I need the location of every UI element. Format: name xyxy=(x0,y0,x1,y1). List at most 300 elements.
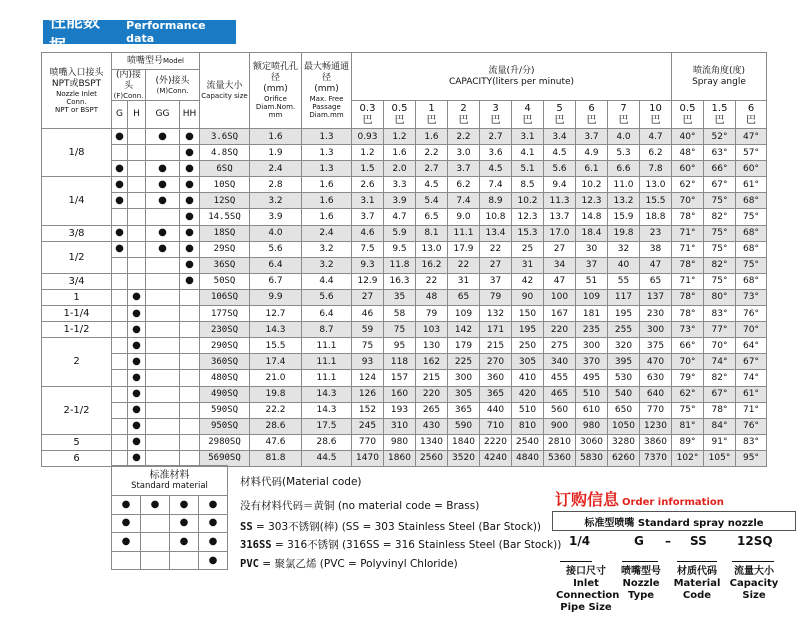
capacity-size-cell: 2980SQ xyxy=(200,434,250,450)
passage-header-en: Max. Free Passage Diam.mm xyxy=(309,95,344,119)
capacity-header-en: CAPACITY(liters per minute) xyxy=(448,76,575,87)
conn-size-cell: 2 xyxy=(42,338,112,386)
capacity-cell: 235 xyxy=(576,322,608,338)
angle-cell: 76° xyxy=(736,418,767,434)
capacity-cell: 410 xyxy=(512,370,544,386)
model-availability-cell: ● xyxy=(180,225,200,241)
orifice-cell: 15.5 xyxy=(250,338,302,354)
capacity-cell: 152 xyxy=(352,402,384,418)
capacity-cell: 430 xyxy=(416,418,448,434)
angle-cell: 68° xyxy=(736,225,767,241)
angle-cell: 80° xyxy=(704,289,736,305)
capacity-size-cell: 12SQ xyxy=(200,193,250,209)
material-availability-cell xyxy=(141,514,170,533)
capacity-cell: 48 xyxy=(416,289,448,305)
conn-header-npt: NPT或BSPT xyxy=(51,78,102,89)
capacity-cell: 15.3 xyxy=(512,225,544,241)
passage-header-mm: (mm) xyxy=(314,84,339,94)
order-desc-type xyxy=(617,566,665,602)
capacity-cell: 7.4 xyxy=(448,193,480,209)
capacity-cell: 130 xyxy=(416,338,448,354)
capacity-cell: 4840 xyxy=(512,450,544,466)
angle-cell: 105° xyxy=(704,450,736,466)
capacity-cell: 90 xyxy=(512,289,544,305)
angle-cell: 70° xyxy=(672,354,704,370)
capacity-cell: 0.93 xyxy=(352,129,384,145)
capacity-cell: 510 xyxy=(576,386,608,402)
orifice-cell: 47.6 xyxy=(250,434,302,450)
capacity-cell: 3060 xyxy=(576,434,608,450)
material-availability-cell: ● xyxy=(112,514,141,533)
capacity-cell: 6.2 xyxy=(448,177,480,193)
capacity-cell: 3.6 xyxy=(480,145,512,161)
orifice-header-zh: 额定喷孔孔径 xyxy=(252,62,298,83)
capacity-size-cell: 177SQ xyxy=(200,306,250,322)
capacity-cell: 5360 xyxy=(544,450,576,466)
capacity-cell: 37 xyxy=(480,273,512,289)
pressure-value: 0.3 xyxy=(359,102,376,114)
capacity-cell: 65 xyxy=(640,273,672,289)
material-code-brass-text: 没有材料代码＝黄铜 (no material code = Brass) xyxy=(240,500,480,512)
orifice-cell: 1.6 xyxy=(250,129,302,145)
pressure-unit: 巴 xyxy=(618,114,629,126)
table-row xyxy=(42,273,767,289)
capacity-cell: 46 xyxy=(352,306,384,322)
model-availability-cell xyxy=(128,193,146,209)
capacity-cell: 37 xyxy=(576,257,608,273)
capacity-cell: 420 xyxy=(512,386,544,402)
angle-pressure-header xyxy=(672,101,704,129)
capacity-cell: 5.3 xyxy=(608,145,640,161)
model-availability-cell: ● xyxy=(112,241,128,257)
capacity-cell: 13.0 xyxy=(416,241,448,257)
orifice-cell: 4.0 xyxy=(250,225,302,241)
order-desc-type-en: Nozzle Type xyxy=(622,578,660,601)
order-code-size: 1/4 xyxy=(569,534,591,548)
angle-cell: 61° xyxy=(736,177,767,193)
angle-cell: 66° xyxy=(672,338,704,354)
model-availability-cell: ● xyxy=(146,129,180,145)
capacity-cell: 4.7 xyxy=(384,209,416,225)
model-availability-cell: ● xyxy=(112,161,128,177)
angle-cell: 64° xyxy=(736,338,767,354)
order-desc-capacity xyxy=(728,566,780,602)
capacity-cell: 8.9 xyxy=(480,193,512,209)
table-row xyxy=(42,177,767,193)
capacity-cell: 6.1 xyxy=(576,161,608,177)
capacity-cell: 3.4 xyxy=(544,129,576,145)
capacity-cell: 710 xyxy=(480,418,512,434)
conn-size-cell: 1/4 xyxy=(42,177,112,225)
material-row xyxy=(112,514,228,533)
conn-size-cell: 5 xyxy=(42,434,112,450)
capacity-cell: 38 xyxy=(640,241,672,257)
angle-cell: 74° xyxy=(704,354,736,370)
angle-cell: 47° xyxy=(736,129,767,145)
angle-cell: 89° xyxy=(672,434,704,450)
angle-cell: 68° xyxy=(736,273,767,289)
passage-cell: 11.1 xyxy=(302,338,352,354)
capacity-cell: 2810 xyxy=(544,434,576,450)
capacity-cell: 900 xyxy=(544,418,576,434)
capacity-cell: 220 xyxy=(544,322,576,338)
capacity-cell: 5.9 xyxy=(384,225,416,241)
passage-cell: 3.2 xyxy=(302,241,352,257)
pressure-header xyxy=(544,101,576,129)
model-availability-cell xyxy=(146,386,180,402)
capacity-cell: 22 xyxy=(416,273,448,289)
passage-cell: 8.7 xyxy=(302,322,352,338)
conn-header-en1: Nozzle Inlet xyxy=(56,89,97,98)
model-availability-cell xyxy=(180,306,200,322)
material-availability-cell: ● xyxy=(170,496,199,515)
angle-cell: 67° xyxy=(704,386,736,402)
orifice-cell: 2.8 xyxy=(250,177,302,193)
model-col-h: H xyxy=(128,101,146,129)
standard-material-table xyxy=(111,465,228,570)
order-desc-type-zh: 喷嘴型号 xyxy=(621,566,661,577)
capacity-cell: 770 xyxy=(640,402,672,418)
capacity-cell: 11.0 xyxy=(608,177,640,193)
conn-size-cell: 1-1/2 xyxy=(42,322,112,338)
orifice-cell: 28.6 xyxy=(250,418,302,434)
angle-cell: 82° xyxy=(704,209,736,225)
capacity-cell: 300 xyxy=(576,338,608,354)
capacity-cell: 3280 xyxy=(608,434,640,450)
conn-header xyxy=(42,53,112,129)
model-availability-cell xyxy=(112,402,128,418)
capacity-cell: 11.3 xyxy=(544,193,576,209)
capacity-cell: 3.1 xyxy=(512,129,544,145)
model-availability-cell xyxy=(146,306,180,322)
pressure-header xyxy=(416,101,448,129)
capacity-cell: 2.2 xyxy=(416,145,448,161)
capacity-cell: 9.3 xyxy=(352,257,384,273)
angle-cell: 75° xyxy=(704,273,736,289)
material-code-pvc xyxy=(240,556,458,571)
model-availability-cell xyxy=(128,257,146,273)
capacity-cell: 13.4 xyxy=(480,225,512,241)
capacity-cell: 465 xyxy=(544,386,576,402)
table-row xyxy=(42,354,767,370)
capacity-cell: 6.6 xyxy=(608,161,640,177)
angle-header-en: Spray angle xyxy=(692,76,746,87)
capacity-cell: 34 xyxy=(544,257,576,273)
model-availability-cell: ● xyxy=(112,193,128,209)
capacity-cell: 75 xyxy=(352,338,384,354)
passage-cell: 1.6 xyxy=(302,177,352,193)
capacity-cell: 300 xyxy=(640,322,672,338)
angle-cell: 57° xyxy=(736,145,767,161)
capacity-cell: 79 xyxy=(416,306,448,322)
capacity-cell: 5.1 xyxy=(512,161,544,177)
capacity-cell: 42 xyxy=(512,273,544,289)
capacity-cell: 132 xyxy=(480,306,512,322)
material-availability-cell xyxy=(141,551,170,570)
pressure-unit: 巴 xyxy=(554,114,565,126)
material-availability-cell: ● xyxy=(170,533,199,552)
capacity-cell: 2540 xyxy=(512,434,544,450)
material-code-ss xyxy=(240,519,541,534)
model-availability-cell xyxy=(146,402,180,418)
capacity-size-cell: 230SQ xyxy=(200,322,250,338)
model-header-zh: 喷嘴型号 xyxy=(126,55,163,66)
capacity-cell: 3.0 xyxy=(448,145,480,161)
passage-cell: 5.6 xyxy=(302,289,352,305)
capacity-cell: 32 xyxy=(608,241,640,257)
material-availability-cell: ● xyxy=(141,496,170,515)
capacity-cell: 31 xyxy=(448,273,480,289)
model-availability-cell: ● xyxy=(128,450,146,466)
capacity-cell: 6260 xyxy=(608,450,640,466)
material-header-zh: 标准材料 xyxy=(149,469,190,481)
passage-cell: 1.6 xyxy=(302,193,352,209)
material-header-en: Standard material xyxy=(131,480,208,491)
capacity-cell: 124 xyxy=(352,370,384,386)
capacity-cell: 3.7 xyxy=(448,161,480,177)
orifice-cell: 14.3 xyxy=(250,322,302,338)
capacity-cell: 9.4 xyxy=(544,177,576,193)
pressure-value: 5 xyxy=(556,102,563,114)
material-code-ss-text: = 303不锈钢(棒) (SS = 303 Stainless Steel (Bar Stock)) xyxy=(252,521,542,533)
material-code-pvc-code: PVC xyxy=(240,558,259,570)
capacity-cell: 2560 xyxy=(416,450,448,466)
capacity-cell: 265 xyxy=(416,402,448,418)
model-availability-cell xyxy=(180,418,200,434)
order-code-material: SS xyxy=(690,534,707,548)
model-availability-cell: ● xyxy=(180,161,200,177)
capacity-cell: 215 xyxy=(480,338,512,354)
pressure-unit: 巴 xyxy=(426,114,437,126)
model-availability-cell: ● xyxy=(128,338,146,354)
model-availability-cell xyxy=(180,289,200,305)
capacity-cell: 18.4 xyxy=(576,225,608,241)
order-underline-type xyxy=(622,561,658,562)
capacity-cell: 255 xyxy=(608,322,640,338)
capacity-cell: 1860 xyxy=(384,450,416,466)
model-availability-cell xyxy=(146,257,180,273)
table-row xyxy=(42,257,767,273)
capacity-cell: 25 xyxy=(512,241,544,257)
angle-cell: 70° xyxy=(672,193,704,209)
model-availability-cell: ● xyxy=(128,306,146,322)
capacity-cell: 13.2 xyxy=(608,193,640,209)
model-availability-cell: ● xyxy=(180,241,200,257)
table-row xyxy=(42,418,767,434)
angle-pressure-header xyxy=(736,101,767,129)
capacity-cell: 7.5 xyxy=(352,241,384,257)
passage-cell: 2.4 xyxy=(302,225,352,241)
material-availability-cell: ● xyxy=(199,551,228,570)
capacity-cell: 109 xyxy=(448,306,480,322)
angle-cell: 66° xyxy=(704,161,736,177)
model-availability-cell xyxy=(112,338,128,354)
table-row xyxy=(42,241,767,257)
pressure-header xyxy=(640,101,672,129)
orifice-cell: 9.9 xyxy=(250,289,302,305)
capacity-cell: 305 xyxy=(512,354,544,370)
capacity-cell: 109 xyxy=(576,289,608,305)
capacity-cell: 30 xyxy=(576,241,608,257)
pressure-unit: 巴 xyxy=(522,114,533,126)
capacity-cell: 22 xyxy=(480,241,512,257)
model-availability-cell: ● xyxy=(146,225,180,241)
table-row xyxy=(42,402,767,418)
capacity-cell: 4.5 xyxy=(480,161,512,177)
page-header xyxy=(0,0,800,57)
capacity-cell: 171 xyxy=(480,322,512,338)
performance-table xyxy=(41,52,767,467)
model-availability-cell xyxy=(146,145,180,161)
capacity-cell: 1.2 xyxy=(352,145,384,161)
capacity-cell: 10.8 xyxy=(480,209,512,225)
pressure-header xyxy=(352,101,384,129)
model-availability-cell xyxy=(180,370,200,386)
model-availability-cell xyxy=(112,418,128,434)
capacity-cell: 610 xyxy=(576,402,608,418)
capacity-size-header xyxy=(200,53,250,129)
capacity-cell: 9.0 xyxy=(448,209,480,225)
angle-cell: 71° xyxy=(736,402,767,418)
capacity-cell: 8.5 xyxy=(512,177,544,193)
section-title-zh: 性能数据 xyxy=(49,12,100,57)
table-row xyxy=(42,225,767,241)
order-desc-material-zh: 材质代码 xyxy=(677,566,717,577)
angle-cell: 83° xyxy=(704,306,736,322)
angle-cell: 63° xyxy=(704,145,736,161)
order-title-en: Order information xyxy=(622,497,724,508)
angle-cell: 75° xyxy=(704,193,736,209)
orifice-cell: 3.9 xyxy=(250,209,302,225)
order-underline-capacity xyxy=(732,561,774,562)
order-code-dash: – xyxy=(665,534,671,548)
pressure-value: 2 xyxy=(460,102,467,114)
capacity-cell: 2.0 xyxy=(384,161,416,177)
capacity-size-cell: 950SQ xyxy=(200,418,250,434)
conn-size-cell: 1/2 xyxy=(42,241,112,273)
capacity-cell: 4.9 xyxy=(576,145,608,161)
angle-cell: 74° xyxy=(736,370,767,386)
conn-size-cell: 3/8 xyxy=(42,225,112,241)
angle-pressure-unit: 巴 xyxy=(682,114,693,126)
angle-cell: 91° xyxy=(704,434,736,450)
capacity-cell: 6.2 xyxy=(640,145,672,161)
orifice-cell: 17.4 xyxy=(250,354,302,370)
passage-cell: 11.1 xyxy=(302,354,352,370)
material-availability-cell: ● xyxy=(112,496,141,515)
orifice-header-en: Orifice Diam.Nom. mm xyxy=(255,95,296,119)
capacity-cell: 13.7 xyxy=(544,209,576,225)
model-col-hh: HH xyxy=(180,101,200,129)
model-availability-cell xyxy=(180,354,200,370)
model-availability-cell: ● xyxy=(128,386,146,402)
passage-cell: 1.6 xyxy=(302,209,352,225)
table-row xyxy=(42,306,767,322)
capacity-cell: 65 xyxy=(448,289,480,305)
material-code-316ss xyxy=(240,537,561,552)
capacity-cell: 225 xyxy=(448,354,480,370)
passage-cell: 1.3 xyxy=(302,145,352,161)
capacity-cell: 495 xyxy=(576,370,608,386)
material-code-pvc-text: = 聚氯乙烯 (PVC = Polyvinyl Chloride) xyxy=(258,558,458,570)
model-availability-cell xyxy=(112,273,128,289)
passage-header xyxy=(302,53,352,129)
model-availability-cell xyxy=(146,418,180,434)
angle-cell: 82° xyxy=(704,257,736,273)
angle-cell: 71° xyxy=(672,241,704,257)
capacity-cell: 770 xyxy=(352,434,384,450)
model-availability-cell: ● xyxy=(180,193,200,209)
angle-cell: 52° xyxy=(704,129,736,145)
capacity-cell: 150 xyxy=(512,306,544,322)
orifice-cell: 22.2 xyxy=(250,402,302,418)
model-availability-cell xyxy=(128,129,146,145)
capacity-cell: 365 xyxy=(448,402,480,418)
capacity-size-cell: 10SQ xyxy=(200,177,250,193)
capacity-cell: 47 xyxy=(640,257,672,273)
capacity-size-cell: 480SQ xyxy=(200,370,250,386)
passage-cell: 17.5 xyxy=(302,418,352,434)
capacity-cell: 22 xyxy=(448,257,480,273)
inner-conn-header xyxy=(112,70,146,101)
model-availability-cell xyxy=(180,434,200,450)
capacity-cell: 6.5 xyxy=(416,209,448,225)
model-availability-cell xyxy=(128,209,146,225)
orifice-header xyxy=(250,53,302,129)
angle-cell: 75° xyxy=(672,402,704,418)
order-desc-size xyxy=(556,566,620,614)
model-availability-cell: ● xyxy=(112,129,128,145)
capacity-cell: 4.6 xyxy=(352,225,384,241)
angle-pressure-value: 1.5 xyxy=(711,102,728,114)
pressure-header xyxy=(576,101,608,129)
model-availability-cell xyxy=(146,209,180,225)
angle-cell: 73° xyxy=(672,322,704,338)
model-availability-cell xyxy=(128,161,146,177)
model-availability-cell xyxy=(112,370,128,386)
passage-cell: 11.1 xyxy=(302,370,352,386)
capacity-cell: 16.3 xyxy=(384,273,416,289)
capacity-size-cell: 6SQ xyxy=(200,161,250,177)
angle-cell: 84° xyxy=(704,418,736,434)
capacity-cell: 7370 xyxy=(640,450,672,466)
capacity-cell: 590 xyxy=(448,418,480,434)
capacity-cell: 230 xyxy=(640,306,672,322)
model-availability-cell xyxy=(146,370,180,386)
model-availability-cell: ● xyxy=(180,209,200,225)
angle-cell: 70° xyxy=(704,338,736,354)
pressure-value: 1 xyxy=(428,102,435,114)
angle-cell: 48° xyxy=(672,145,704,161)
model-availability-cell xyxy=(112,386,128,402)
material-row xyxy=(112,496,228,515)
model-availability-cell xyxy=(180,386,200,402)
inner-conn-en: (F)Conn. xyxy=(113,92,144,100)
capacity-cell: 5830 xyxy=(576,450,608,466)
passage-header-zh: 最大畅通通径 xyxy=(303,62,349,83)
angle-header xyxy=(672,53,767,101)
model-availability-cell xyxy=(112,289,128,305)
pressure-value: 0.5 xyxy=(391,102,408,114)
capacity-cell: 126 xyxy=(352,386,384,402)
capacity-cell: 55 xyxy=(608,273,640,289)
capacity-cell: 17.9 xyxy=(448,241,480,257)
capacity-cell: 440 xyxy=(480,402,512,418)
pressure-unit: 巴 xyxy=(394,114,405,126)
table-row xyxy=(42,289,767,305)
orifice-cell: 21.0 xyxy=(250,370,302,386)
angle-cell: 102° xyxy=(672,450,704,466)
